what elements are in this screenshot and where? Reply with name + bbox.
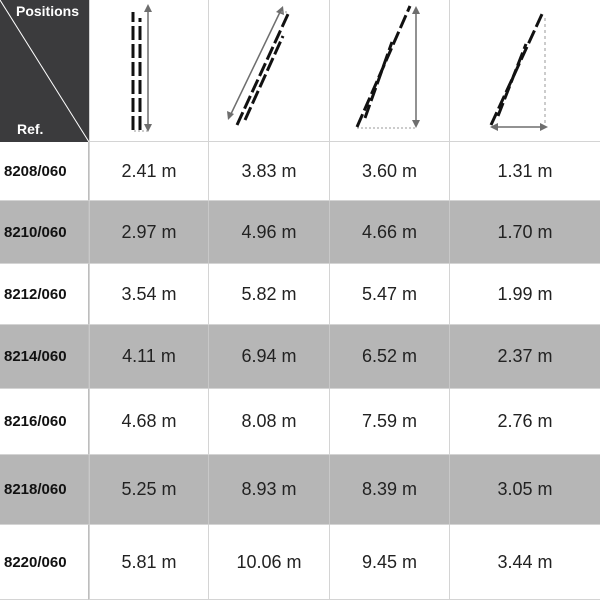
value-cell: 1.70 m [449, 201, 600, 264]
value-cell: 4.11 m [89, 325, 208, 389]
position-header-2 [208, 0, 329, 142]
value-cell: 8.93 m [208, 455, 329, 525]
ladder-leaning-height-icon [330, 0, 450, 142]
ladder-diagonal-length-icon [209, 0, 330, 142]
value-cell: 2.97 m [89, 201, 208, 264]
positions-label: Positions [15, 3, 79, 19]
value-cell: 4.68 m [89, 389, 208, 455]
ladder-leaning-base-distance-icon [450, 0, 600, 142]
value-cell: 5.82 m [208, 264, 329, 325]
value-cell: 10.06 m [208, 525, 329, 600]
row-ref: 8220/060 [0, 525, 89, 600]
row-ref: 8212/060 [0, 264, 89, 325]
position-header-3 [329, 0, 449, 142]
value-cell: 5.25 m [89, 455, 208, 525]
value-cell: 6.94 m [208, 325, 329, 389]
ladder-vertical-height-icon [90, 0, 209, 142]
position-header-1 [89, 0, 208, 142]
row-ref: 8218/060 [0, 455, 89, 525]
value-cell: 2.37 m [449, 325, 600, 389]
value-cell: 4.66 m [329, 201, 449, 264]
position-header-4 [449, 0, 600, 142]
value-cell: 8.39 m [329, 455, 449, 525]
value-cell: 2.76 m [449, 389, 600, 455]
value-cell: 3.83 m [208, 142, 329, 201]
row-ref: 8208/060 [0, 142, 89, 201]
value-cell: 8.08 m [208, 389, 329, 455]
value-cell: 5.47 m [329, 264, 449, 325]
corner-diagonal [0, 0, 89, 142]
value-cell: 4.96 m [208, 201, 329, 264]
value-cell: 5.81 m [89, 525, 208, 600]
row-ref: 8214/060 [0, 325, 89, 389]
value-cell: 7.59 m [329, 389, 449, 455]
value-cell: 1.31 m [449, 142, 600, 201]
value-cell: 3.44 m [449, 525, 600, 600]
value-cell: 6.52 m [329, 325, 449, 389]
value-cell: 9.45 m [329, 525, 449, 600]
row-ref: 8216/060 [0, 389, 89, 455]
header-corner [0, 0, 89, 142]
row-ref: 8210/060 [0, 201, 89, 264]
value-cell: 3.60 m [329, 142, 449, 201]
value-cell: 3.05 m [449, 455, 600, 525]
ref-label: Ref. [17, 121, 44, 137]
value-cell: 1.99 m [449, 264, 600, 325]
value-cell: 3.54 m [89, 264, 208, 325]
value-cell: 2.41 m [89, 142, 208, 201]
